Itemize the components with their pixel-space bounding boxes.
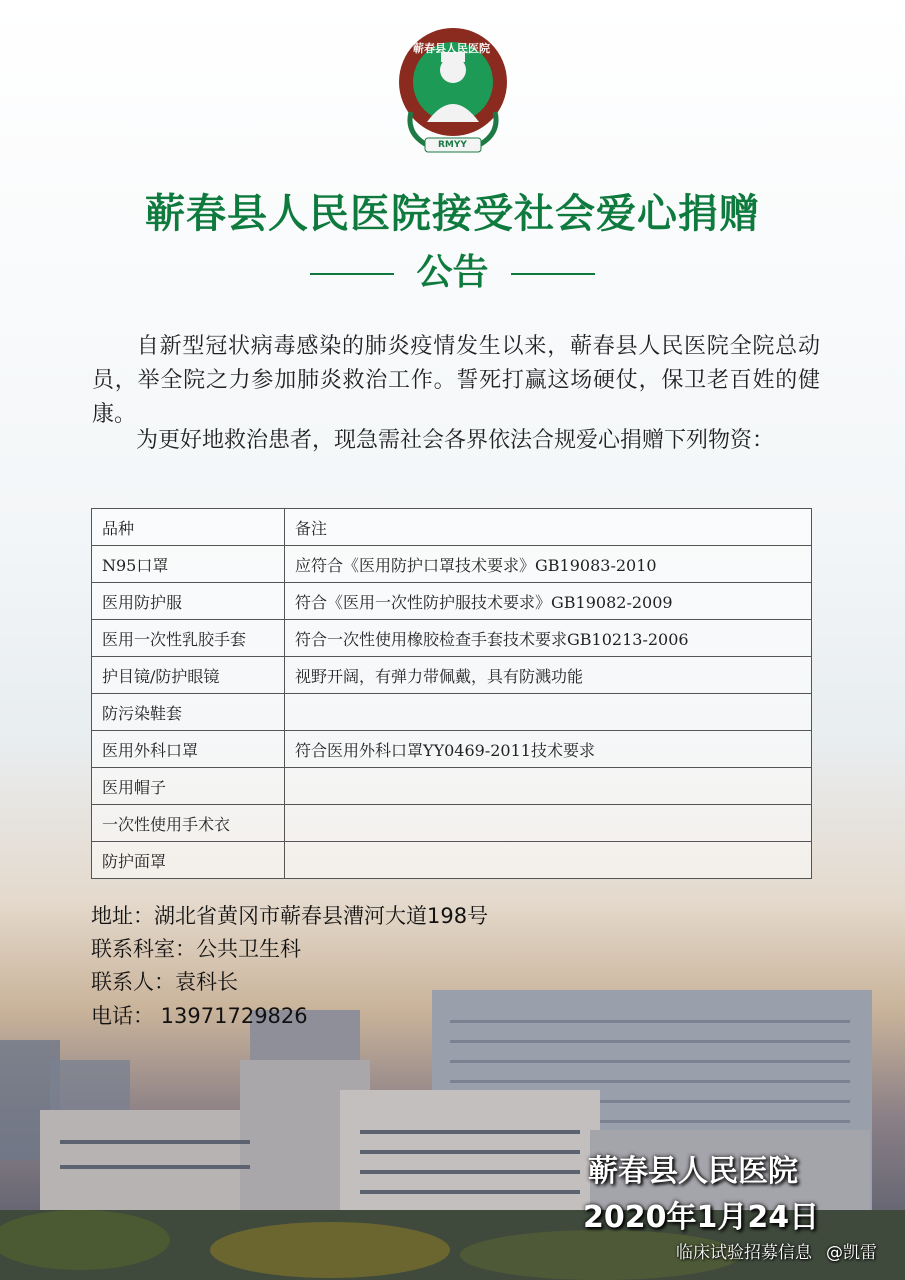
table-row [92, 694, 812, 731]
divider-right [511, 273, 595, 275]
item-name-cell: 防污染鞋套 [92, 694, 285, 731]
item-note-cell: 符合《医用一次性防护服技术要求》GB19082-2009 [285, 583, 812, 620]
footer-date: 2020年1月24日 [583, 1200, 820, 1235]
item-note-cell [285, 694, 812, 731]
table-row [92, 805, 812, 842]
intro-paragraph [92, 330, 820, 432]
table-row [92, 842, 812, 879]
contact-address: 地址：湖北省黄冈市蕲春县漕河大道198号 [91, 904, 489, 928]
supplies-table [91, 508, 812, 879]
item-name-cell: 一次性使用手术衣 [92, 805, 285, 842]
watermark-account: 临床试验招募信息 [676, 1243, 812, 1263]
table-row [92, 768, 812, 805]
notice-title: 蕲春县人民医院接受社会爱心捐赠 [145, 191, 760, 237]
item-note-cell [285, 805, 812, 842]
item-name-cell: 医用防护服 [92, 583, 285, 620]
item-note-cell: 符合医用外科口罩YY0469-2011技术要求 [285, 731, 812, 768]
table-row [92, 620, 812, 657]
contact-person: 联系人：袁科长 [91, 970, 238, 994]
item-note-cell [285, 768, 812, 805]
header-item: 品种 [92, 509, 285, 546]
request-paragraph [92, 424, 820, 458]
table-row [92, 731, 812, 768]
item-name-cell: 防护面罩 [92, 842, 285, 879]
item-note-cell: 视野开阔，有弹力带佩戴，具有防溅功能 [285, 657, 812, 694]
item-note-cell: 符合一次性使用橡胶检查手套技术要求GB10213-2006 [285, 620, 812, 657]
item-name-cell: 医用外科口罩 [92, 731, 285, 768]
request-text: 为更好地救治患者，现急需社会各界依法合规爱心捐赠下列物资： [136, 428, 775, 453]
watermark-handle: @凯雷 [826, 1243, 877, 1263]
logo-text: 蕲春县人民医院 [413, 42, 490, 55]
item-name-cell: 医用一次性乳胶手套 [92, 620, 285, 657]
subtitle-text: 公告 [416, 252, 489, 293]
table-header-row [92, 509, 812, 546]
divider-left [310, 273, 394, 275]
item-note-cell: 应符合《医用防护口罩技术要求》GB19083-2010 [285, 546, 812, 583]
header-note: 备注 [285, 509, 812, 546]
table-row [92, 583, 812, 620]
contact-phone: 电话： 13971729826 [91, 1004, 308, 1028]
contact-department: 联系科室：公共卫生科 [91, 937, 301, 961]
table-row [92, 546, 812, 583]
item-name-cell: 护目镜/防护眼镜 [92, 657, 285, 694]
table-row [92, 657, 812, 694]
item-note-cell [285, 842, 812, 879]
intro-text: 自新型冠状病毒感染的肺炎疫情发生以来，蕲春县人民医院全院总动员，举全院之力参加肺炎救治工作。誓死打赢这场硬仗，保卫老百姓的健康。 [92, 334, 820, 427]
logo-sub: RMYY [438, 140, 467, 150]
notice-subtitle [0, 244, 905, 295]
item-name-cell: 医用帽子 [92, 768, 285, 805]
footer-organization: 蕲春县人民医院 [588, 1154, 798, 1189]
item-name-cell: N95口罩 [92, 546, 285, 583]
